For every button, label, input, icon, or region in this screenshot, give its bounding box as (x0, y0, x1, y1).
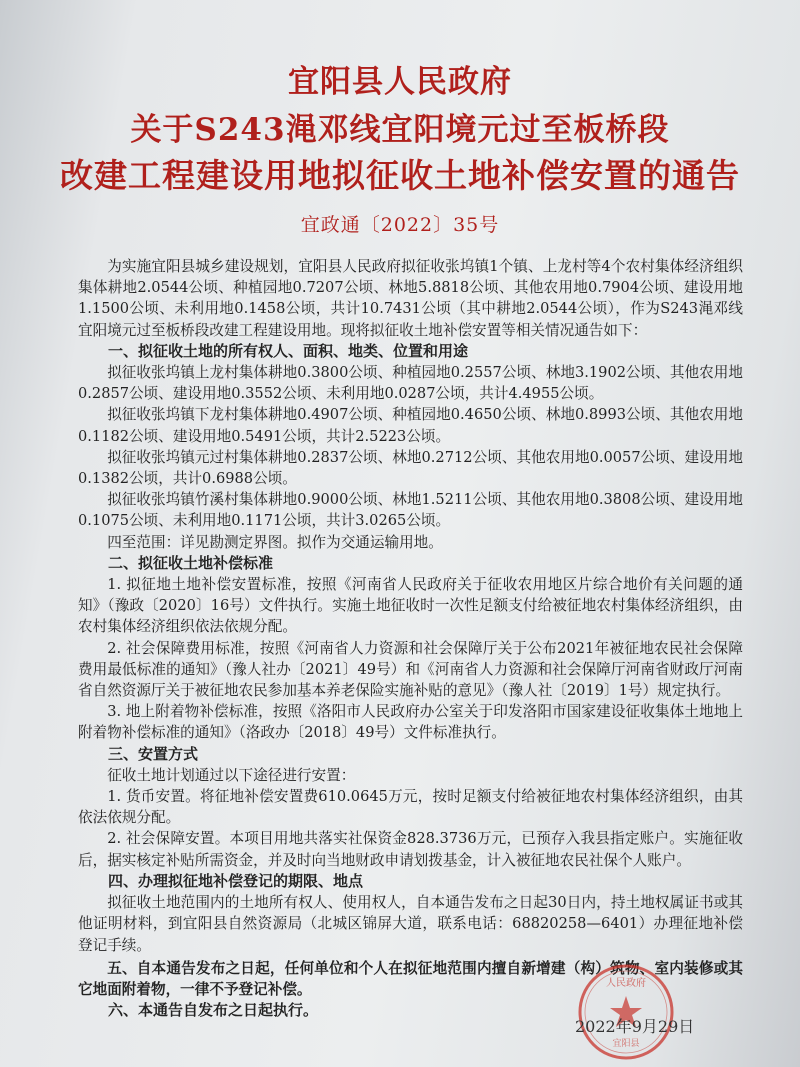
svg-text:人民政府: 人民政府 (606, 978, 646, 989)
notice-title-line-1: 关于S243渑邓线宜阳境元过至板桥段 (130, 112, 670, 148)
document-number: 宜政通〔2022〕35号 (300, 214, 500, 236)
notice-title-line-2: 改建工程建设用地拟征收土地补偿安置的通告 (60, 156, 740, 195)
official-seal (576, 962, 676, 1062)
issuer-title: 宜阳县人民政府 (288, 64, 512, 100)
section-1-item: 四至范围：详见勘测定界图。拟作为交通运输用地。 (107, 533, 443, 551)
section-2-item: 3. 地上附着物补偿标准，按照《洛阳市人民政府办公室关于印发洛阳市国家建设征收集体土地地上附着物补偿标准的通知》（洛政办〔2018〕49号）文件标准执行。 (78, 703, 743, 742)
intro-paragraph: 为实施宜阳县城乡建设规划，宜阳县人民政府拟征收张坞镇1个镇、上龙村等4个农村集体经济组织集体耕地2.0544公顷、种植园地0.7207公顷、林地5.8818公顷、其他农用地0.7904公顷、建设用地1.1500公顷、未利用地0.1458公顷，共计10.7431公顷（其中耕地2.0544公顷），作为S243渑邓线宜阳境元过至板桥段改建工程建设用地。现将拟征收土地补偿安置等相关情况通告如下： (78, 258, 743, 339)
section-1-item: 拟征收张坞镇下龙村集体耕地0.4907公顷、种植园地0.4650公顷、林地0.8993公顷、其他农用地0.1182公顷、建设用地0.5491公顷，共计2.5223公顷。 (78, 406, 743, 445)
section-3-heading: 三、安置方式 (108, 744, 199, 763)
section-2-heading: 二、拟征收土地补偿标准 (108, 553, 274, 572)
section-1-item: 拟征收张坞镇上龙村集体耕地0.3800公顷、种植园地0.2557公顷、林地3.1902公顷、其他农用地0.2857公顷、建设用地0.3552公顷、未利用地0.0287公顷，共计4.4955公顷。 (78, 364, 743, 403)
section-2-item: 1. 拟征地土地补偿安置标准，按照《河南省人民政府关于征收农用地区片综合地价有关问题的通知》（豫政〔2020〕16号）文件执行。实施土地征收时一次性足额支付给被征地农村集体经济组织，由农村集体经济组织依法依规分配。 (78, 576, 743, 636)
section-1-item: 拟征收张坞镇元过村集体耕地0.2837公顷、林地0.2712公顷、其他农用地0.0057公顷、建设用地0.1382公顷，共计0.6988公顷。 (78, 448, 743, 488)
section-3-item: 征收土地计划通过以下途径进行安置： (107, 766, 356, 784)
section-3-item: 1. 货币安置。将征地补偿安置费610.0645万元，按时足额支付给被征地农村集体经济组织，由其依法依规分配。 (78, 788, 743, 827)
section-4-item: 拟征收土地范围内的土地所有权人、使用权人，自本通告发布之日起30日内，持土地权属证书或其他证明材料，到宜阳县自然资源局（北城区锦屏大道，联系电话：68820258—6401）办理征地补偿登记手续。 (78, 894, 743, 954)
section-5-text: 五、自本通告发布之日起，任何单位和个人在拟征地范围内擅自新增建（构）筑物、室内装修或其它地面附着物，一律不予登记补偿。 (78, 959, 743, 998)
notice-body (78, 256, 743, 1021)
svg-text:宜阳县: 宜阳县 (612, 1039, 640, 1049)
section-2-item: 2. 社会保障费用标准，按照《河南省人力资源和社会保障厅关于公布2021年被征地农民社会保障费用最低标准的通知》（豫人社办〔2021〕49号）和《河南省人力资源和社会保障厅河南省财政厅河南省自然资源厅关于被征地农民参加基本养老保险实施补贴的意见》（豫人社〔2019〕1号）规定执行。 (78, 639, 743, 700)
section-1-item: 拟征收张坞镇竹溪村集体耕地0.9000公顷、林地1.5211公顷、其他农用地0.3808公顷、建设用地0.1075公顷、未利用地0.1171公顷，共计3.0265公顷。 (78, 491, 743, 530)
section-4-heading: 四、办理拟征地补偿登记的期限、地点 (108, 871, 364, 890)
issue-date: 2022年9月29日 (575, 1017, 695, 1036)
section-3-item: 2. 社会保障安置。本项目用地共落实社保资金828.3736万元，已预存入我县指定账户。实施征收后，据实核定补贴所需资金，并及时向当地财政申请划拨基金，计入被征地农民社保个人账户。 (78, 830, 743, 869)
section-1-heading: 一、拟征收土地的所有权人、面积、地类、位置和用途 (108, 341, 469, 360)
section-6-text: 六、本通告自发布之日起执行。 (108, 1001, 319, 1020)
